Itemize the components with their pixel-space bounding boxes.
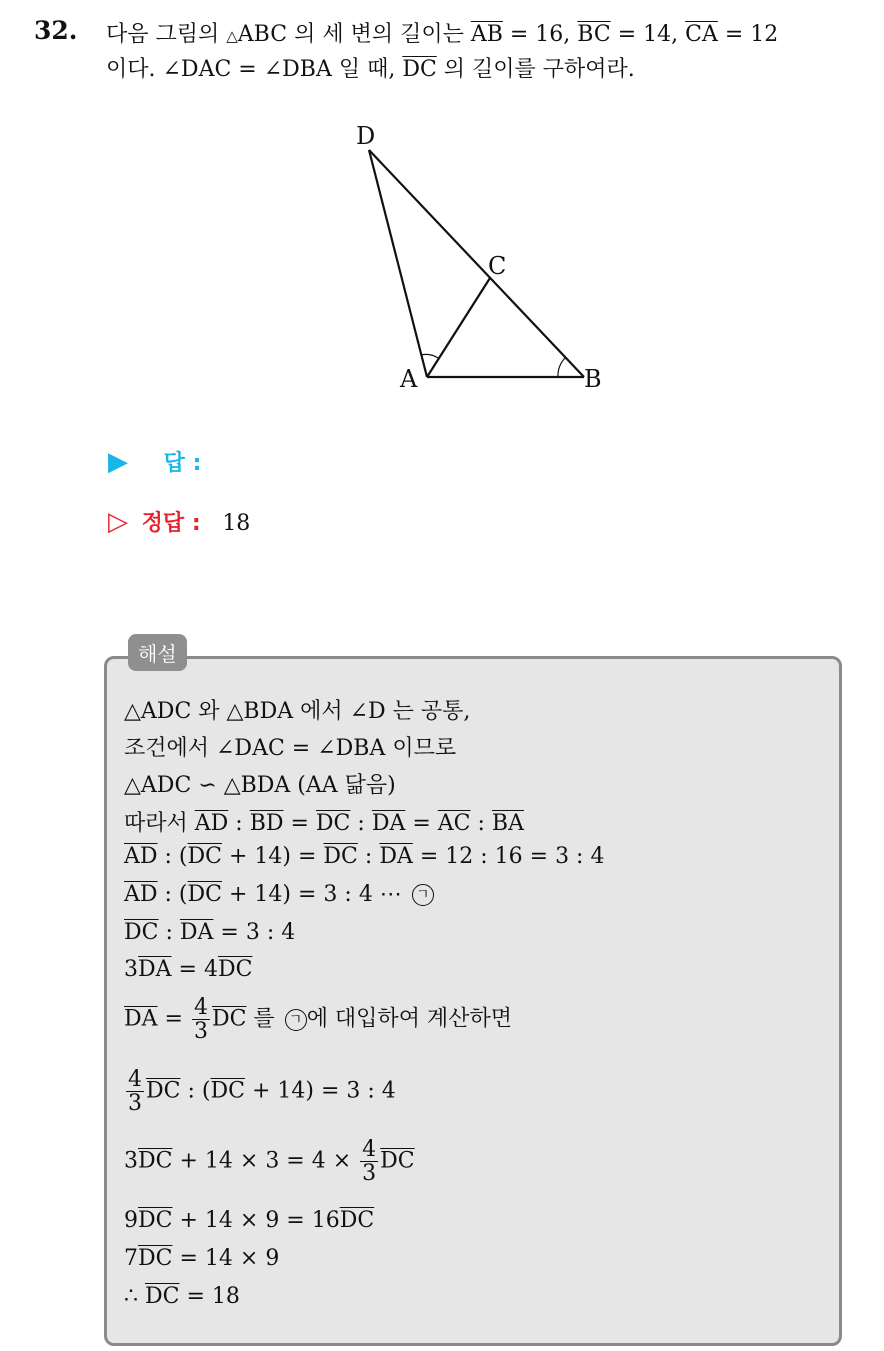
solution-line-1: △ADC 와 △BDA 에서 ∠D 는 공통, (124, 699, 471, 724)
label-B: B (584, 365, 602, 393)
correct-value: 18 (222, 511, 251, 536)
solution-line-4: 따라서 $\overline{AD}$ : $\overline{BD} = \overline{DC}$ : $\overline{DA} = \overline{AC}$ : $\overline{BA}$ (124, 811, 524, 836)
correct-label: 정답 : (141, 511, 201, 536)
answer-row (108, 446, 201, 477)
segment-AC (427, 278, 490, 377)
solution-line-2: 조건에서 ∠DAC = ∠DBA 이므로 (124, 736, 457, 761)
solution-line-5: $\overline{AD}$ : $(\overline{DC} + 14) = \overline{DC}$ : $\overline{DA} = 12$ : 16 = 3 : 4 (124, 844, 605, 869)
solution-line-6: $\overline{AD}$ : $(\overline{DC} + 14) = 3$ : 4 ⋯ ㄱ (124, 882, 434, 907)
segment-DA (369, 150, 427, 377)
play-icon: ▶ (108, 447, 128, 477)
solution-line-9: $\overline{DA}$ = $\frac{4}{3}$ $\overline{DC}$ 를 ㄱ 에 대입하여 계산하면 (124, 995, 512, 1045)
label-A: A (400, 365, 418, 393)
solution-line-12: $9\overline{DC} + 14 \times 9 = 16\overline{DC}$ (124, 1208, 375, 1233)
solution-line-3: △ADC ∽ △BDA (AA 닮음) (124, 773, 396, 798)
solution-line-7: $\overline{DC}$ : $\overline{DA} = 3$ : 4 (124, 920, 296, 945)
angle-mark-A (421, 354, 438, 358)
correct-answer-row (108, 506, 250, 537)
triangle-figure (340, 110, 630, 410)
question-line-1: 다음 그림의 △ABC 의 세 변의 길이는 $\overline{AB} = 16$, $\overline{BC} = 14$, $\overline{CA} = 12$ (106, 22, 779, 47)
answer-label: 답 : (163, 451, 202, 476)
outline-play-icon: ▷ (108, 507, 128, 537)
question-number: 32. (34, 16, 78, 45)
solution-tag: 해설 (128, 634, 187, 671)
question-text (106, 18, 876, 87)
solution-line-14: ∴ $\overline{DC} = 18$ (124, 1284, 240, 1309)
solution-line-13: $7\overline{DC} = 14 \times 9$ (124, 1246, 280, 1271)
solution-line-10: $\frac{4}{3}$ $\overline{DC}$ : $(\overline{DC} + 14) = 3$ : 4 (128, 1067, 396, 1117)
circle-label: ㄱ (412, 884, 434, 906)
label-C: C (488, 252, 507, 280)
solution-line-8: $3\overline{DA} = 4\overline{DC}$ (124, 957, 253, 982)
label-D: D (356, 122, 376, 150)
solution-line-11: $3\overline{DC} + 14 \times 3 = 4$ × $\frac{4}{3}$ $\overline{DC}$ (124, 1137, 415, 1187)
angle-mark-B (558, 358, 565, 377)
segment-DB (369, 150, 584, 377)
question-line-2: 이다. ∠DAC = ∠DBA 일 때, $\overline{DC}$ 의 길이를 구하여라. (106, 57, 635, 82)
